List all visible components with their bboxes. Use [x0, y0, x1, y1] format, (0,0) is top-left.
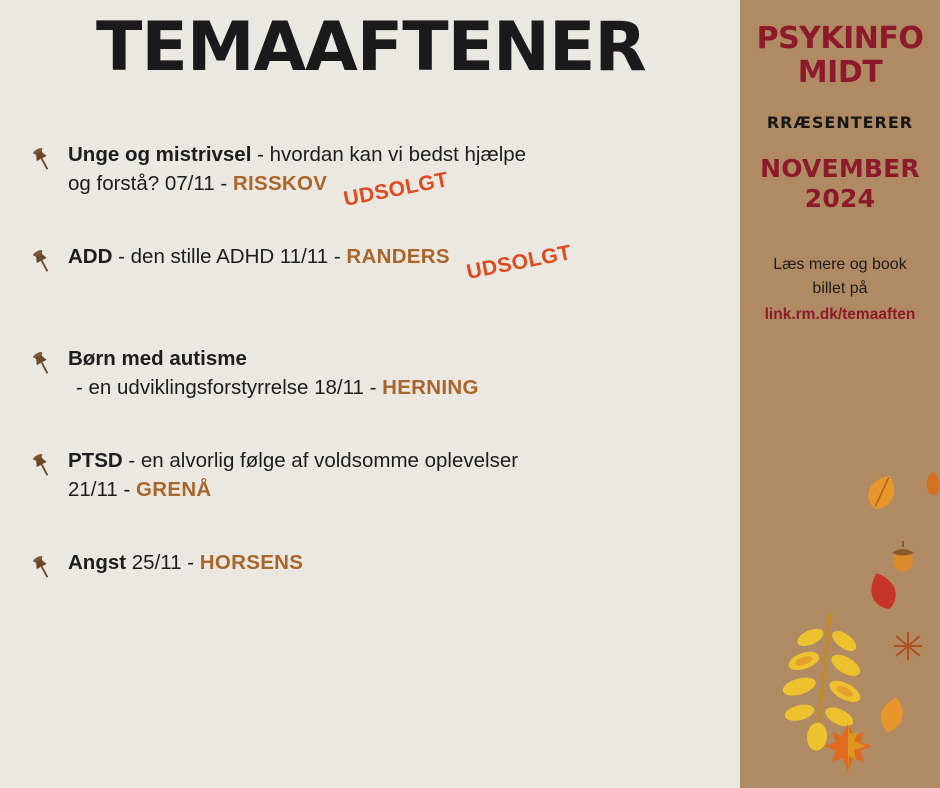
event-desc: - en alvorlig følge af voldsomme oplevelser — [122, 449, 519, 472]
leaf-icon — [862, 570, 904, 617]
event-city: HERNING — [382, 376, 479, 400]
event-title: Børn med autisme — [68, 347, 247, 370]
acorn-icon — [888, 540, 918, 579]
event-desc: - den stille ADHD 11/11 - — [112, 245, 347, 268]
event-desc-line2 — [68, 475, 688, 504]
spiky-leaf-icon — [892, 630, 924, 667]
booking-link[interactable]: link.rm.dk/temaaften — [764, 306, 916, 324]
list-item[interactable] — [0, 140, 740, 212]
event-city: GRENÅ — [136, 478, 212, 502]
booking-line-1: Læs mere og book — [773, 256, 907, 274]
event-desc-text: og forstå? 07/11 - — [68, 172, 233, 196]
leaf-icon — [872, 695, 912, 740]
brand-name — [740, 22, 940, 89]
brand-line-1: PSYKINFO — [756, 21, 924, 56]
maple-leaf-icon — [820, 720, 876, 781]
leaf-icon — [922, 470, 940, 501]
pushpin-icon — [28, 554, 58, 584]
page-title: TEMAAFTENER — [96, 8, 646, 87]
event-text — [68, 344, 688, 402]
event-list — [0, 140, 740, 650]
event-desc-line2 — [68, 373, 688, 402]
year-label: 2024 — [804, 184, 876, 214]
status-badge: UDSOLGT — [464, 241, 574, 284]
event-text — [68, 140, 688, 212]
booking-line-2: billet på — [812, 280, 868, 298]
event-desc: 25/11 - — [126, 551, 200, 574]
leaf-branch-icon — [768, 605, 878, 760]
event-title: Unge og mistrivsel — [68, 143, 252, 166]
pushpin-icon — [28, 452, 58, 482]
booking-info — [740, 253, 940, 326]
event-text — [68, 548, 688, 577]
status-badge: UDSOLGT — [341, 168, 451, 212]
event-title: ADD — [68, 245, 113, 268]
list-item[interactable] — [0, 548, 740, 608]
event-desc-text: 21/11 - — [68, 478, 136, 502]
presents-label: RRÆSENTERER — [766, 113, 914, 133]
event-desc-line2 — [68, 168, 688, 212]
event-title: PTSD — [68, 449, 123, 472]
month-label: NOVEMBER — [760, 154, 920, 184]
pushpin-icon — [28, 146, 58, 176]
list-item[interactable] — [0, 446, 740, 506]
brand-line-2: MIDT — [797, 54, 883, 90]
pushpin-icon — [28, 350, 58, 380]
event-text — [68, 241, 688, 284]
event-desc: - hvordan kan vi bedst hjælpe — [251, 143, 527, 166]
event-title: Angst — [68, 551, 127, 574]
event-text — [68, 446, 688, 504]
list-item[interactable] — [0, 344, 740, 404]
event-desc-text: - en udviklingsforstyrrelse 18/11 - — [76, 376, 383, 400]
leaf-icon — [860, 470, 904, 519]
event-city: RISSKOV — [232, 172, 328, 196]
list-item[interactable] — [0, 242, 740, 302]
event-city: HORSENS — [199, 551, 304, 574]
poster-sidebar — [740, 0, 940, 788]
event-city: RANDERS — [346, 245, 450, 268]
pushpin-icon — [28, 248, 58, 278]
